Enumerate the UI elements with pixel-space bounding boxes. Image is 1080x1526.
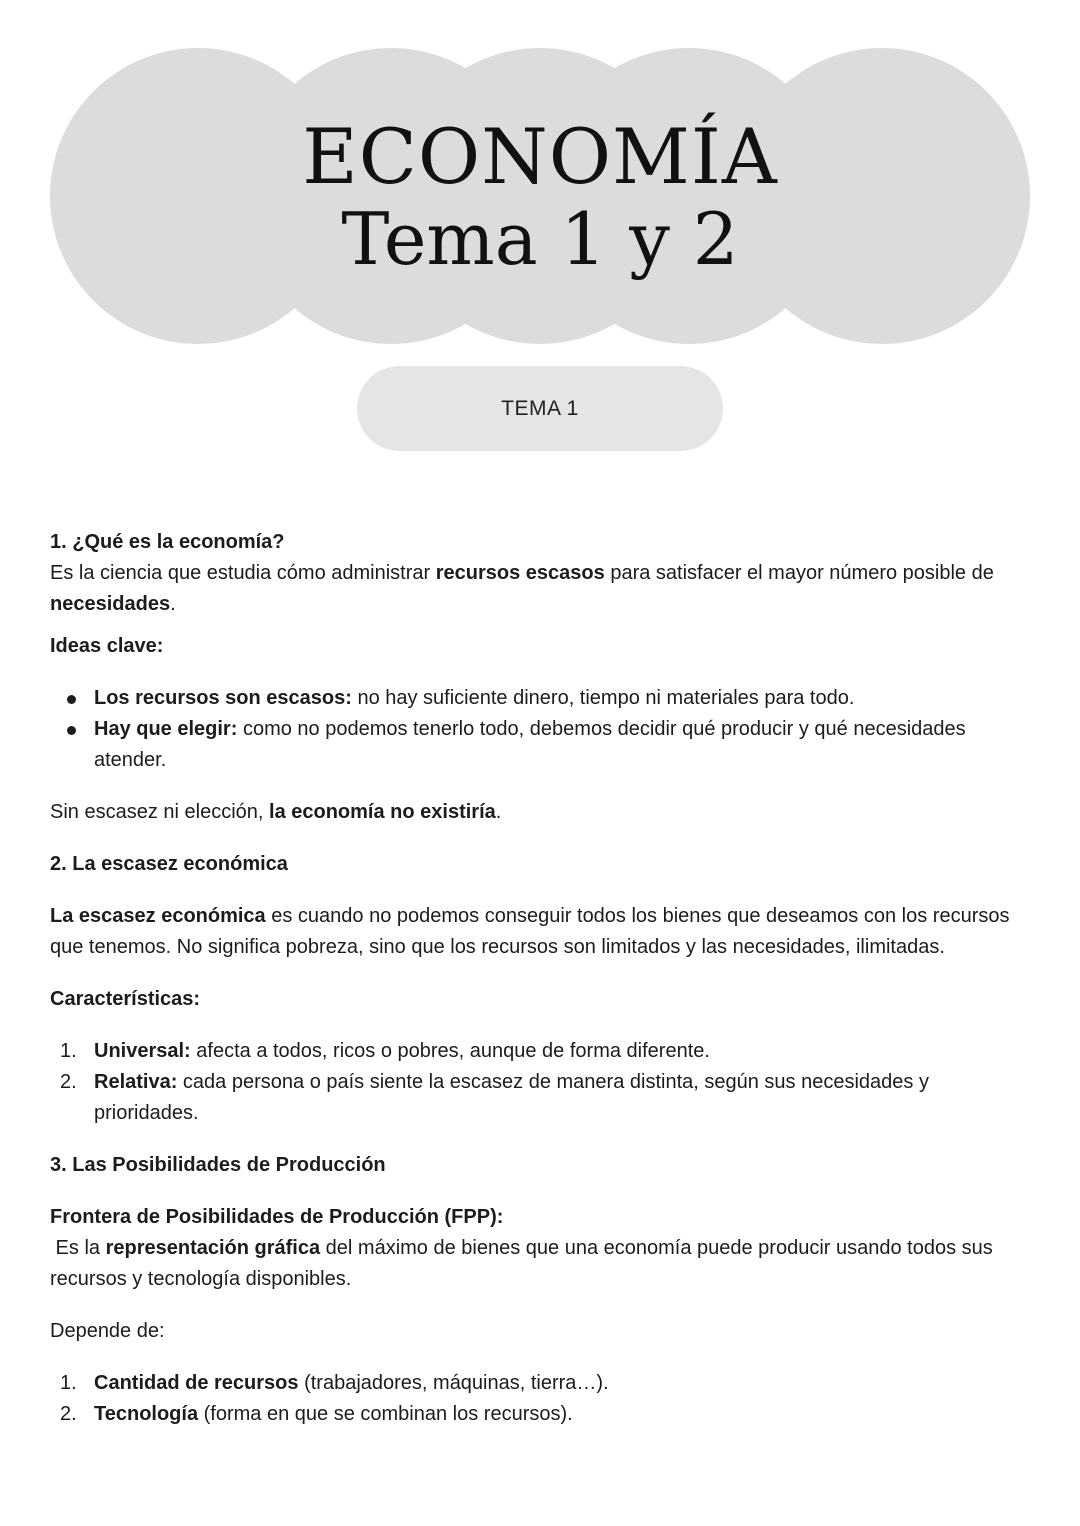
- ideas-clave-label: Ideas clave:: [50, 635, 164, 657]
- bold-term: La escasez económica: [50, 905, 266, 927]
- text-span: no hay suficiente dinero, tiempo ni materiales para todo.: [351, 687, 855, 709]
- section-1-definition: [50, 558, 1025, 620]
- list-number: 1.: [60, 1040, 77, 1062]
- bold-term: Los recursos son escasos:: [94, 687, 352, 709]
- bold-term: necesidades: [50, 593, 171, 615]
- section-3-heading: 3. Las Posibilidades de Producción: [50, 1154, 386, 1176]
- bullet-icon: [67, 695, 76, 704]
- list-item: [50, 714, 1025, 776]
- text-span: .: [170, 593, 176, 615]
- caracteristicas-label: Características:: [50, 988, 201, 1010]
- bold-term: la economía no existiría: [269, 801, 496, 823]
- section-2-definition: [50, 901, 1025, 963]
- bullet-icon: [67, 726, 76, 735]
- fpp-label: Frontera de Posibilidades de Producción (FPP):: [50, 1206, 504, 1228]
- list-number: 2.: [60, 1071, 77, 1093]
- depende-de-list: [50, 1368, 1025, 1430]
- section-1-heading: 1. ¿Qué es la economía?: [50, 531, 285, 553]
- list-number: 2.: [60, 1403, 77, 1425]
- text-span: del máximo de bienes que una economía puede producir usando todos sus recursos y tecnología disponibles.: [50, 1237, 993, 1290]
- list-item: [50, 683, 1025, 714]
- section-1-closing: [50, 797, 1025, 828]
- section-pill-label: TEMA 1: [501, 396, 579, 420]
- bold-term: Cantidad de recursos: [94, 1372, 299, 1394]
- text-span: cada persona o país siente la escasez de manera distinta, según sus necesidades y prioridades.: [94, 1071, 929, 1124]
- fpp-definition: [50, 1233, 1025, 1295]
- ideas-clave-list: [50, 683, 1025, 776]
- document-body: [50, 527, 1025, 1430]
- text-span: afecta a todos, ricos o pobres, aunque de forma diferente.: [190, 1040, 710, 1062]
- text-span: para satisfacer el mayor número posible de: [604, 562, 994, 584]
- text-span: Sin escasez ni elección,: [50, 801, 270, 823]
- depende-de-label: Depende de:: [50, 1320, 165, 1342]
- bold-term: Relativa:: [94, 1071, 178, 1093]
- section-pill-tema-1: [357, 366, 723, 451]
- text-span: es cuando no podemos conseguir todos los bienes que deseamos con los recursos que tenemos. No significa pobreza, sino que los recursos son limitados y las necesidades, ilimitadas.: [50, 905, 1010, 958]
- page-title: ECONOMÍA: [302, 112, 778, 201]
- text-span: Es la: [50, 1237, 106, 1259]
- list-number: 1.: [60, 1372, 77, 1394]
- bold-term: Universal:: [94, 1040, 191, 1062]
- list-item: [50, 1067, 1025, 1129]
- list-item: [50, 1368, 1025, 1399]
- bold-term: representación gráfica: [105, 1237, 321, 1259]
- text-span: .: [495, 801, 502, 823]
- bold-term: Tecnología: [94, 1403, 199, 1425]
- bold-term: recursos escasos: [435, 562, 605, 584]
- section-2-heading: 2. La escasez económica: [50, 853, 288, 875]
- text-span: (forma en que se combinan los recursos).: [198, 1403, 573, 1425]
- bold-term: Hay que elegir:: [94, 718, 238, 740]
- list-item: [50, 1399, 1025, 1430]
- list-item: [50, 1036, 1025, 1067]
- caracteristicas-list: [50, 1036, 1025, 1129]
- page-subtitle: Tema 1 y 2: [341, 197, 739, 281]
- text-span: (trabajadores, máquinas, tierra…).: [298, 1372, 609, 1394]
- text-span: como no podemos tenerlo todo, debemos decidir qué producir y qué necesidades atender.: [94, 718, 966, 771]
- text-span: Es la ciencia que estudia cómo administrar: [50, 562, 436, 584]
